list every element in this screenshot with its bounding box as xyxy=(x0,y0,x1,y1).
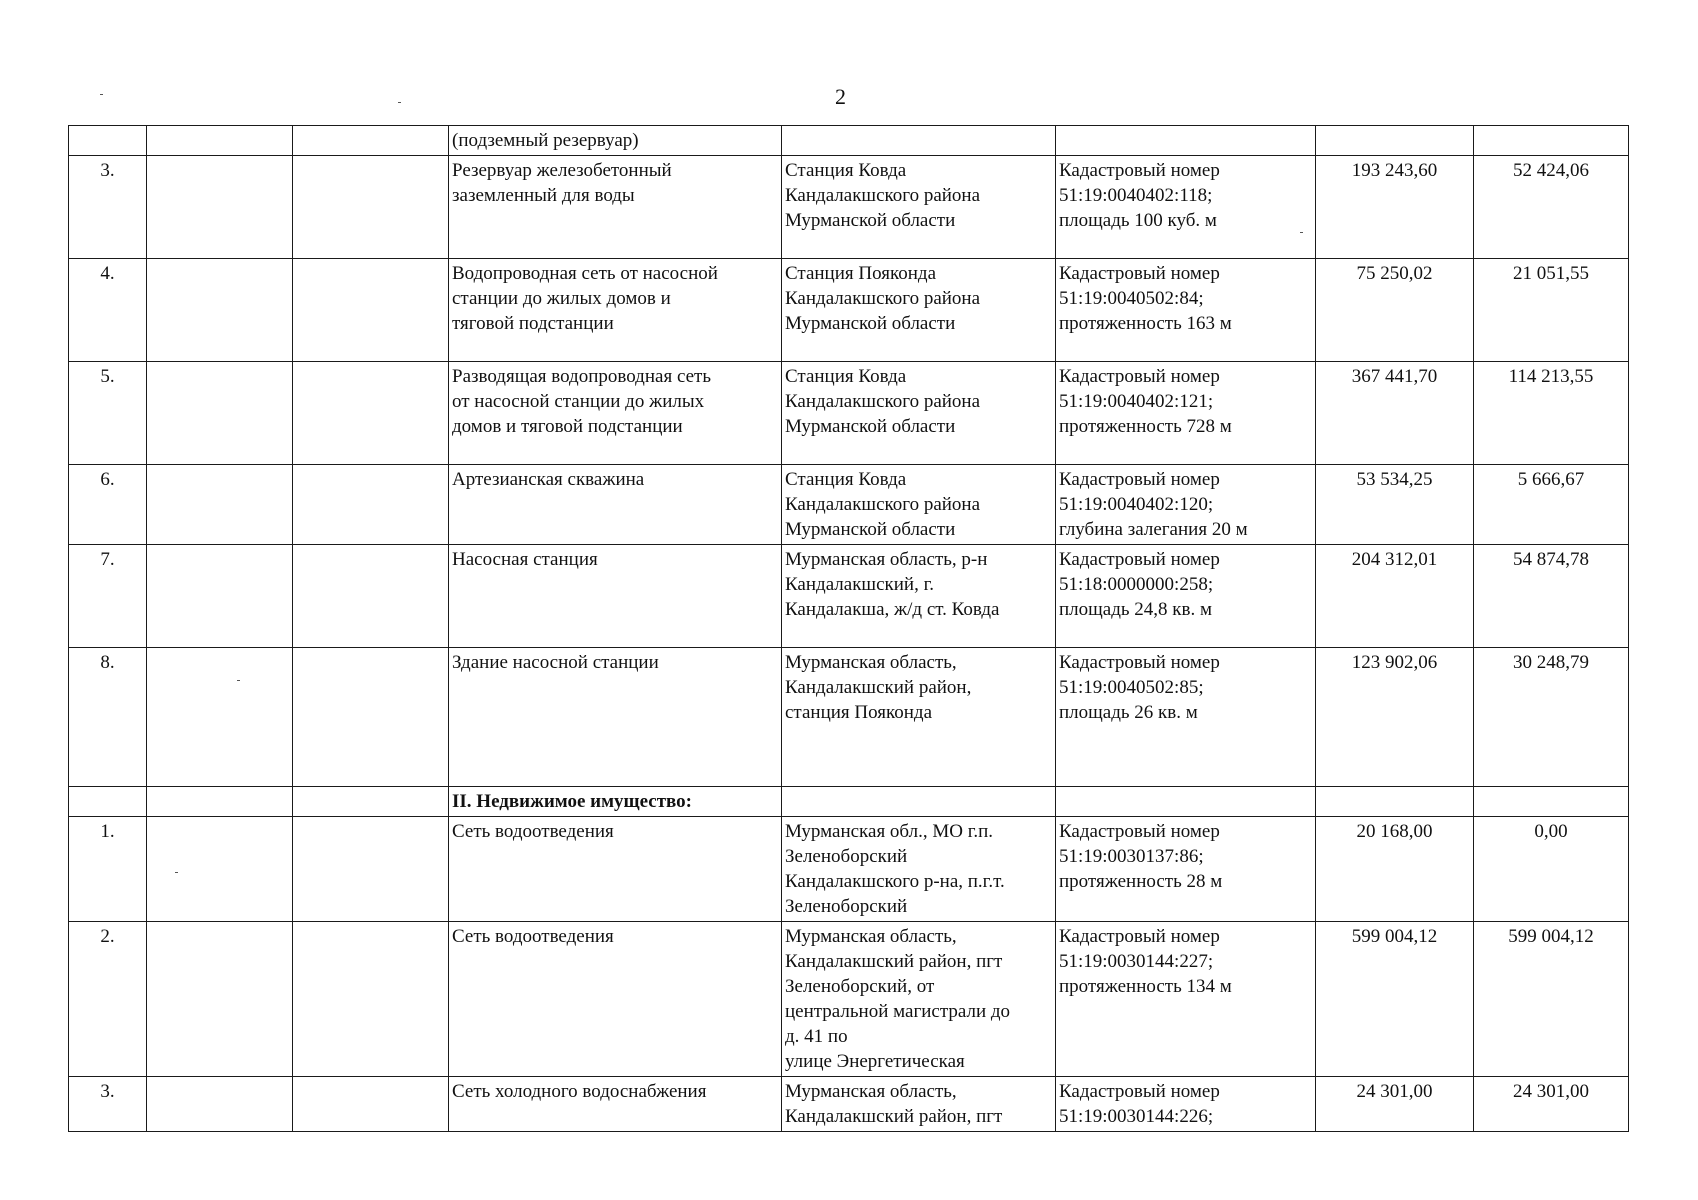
value-cell-1: 193 243,60 xyxy=(1316,156,1474,259)
row-number: 4. xyxy=(69,259,147,362)
object-name: Здание насосной станции xyxy=(449,648,782,787)
object-location: Станция Пояконда Кандалакшского района Мурманской области xyxy=(782,259,1056,362)
scan-speck xyxy=(1300,232,1303,233)
object-location: Мурманская область, р-н Кандалакшский, г. Кандалакша, ж/д ст. Ковда xyxy=(782,545,1056,648)
object-location: Мурманская область, Кандалакшский район, пгт xyxy=(782,1077,1056,1132)
value-cell-2: 54 874,78 xyxy=(1474,545,1629,648)
row-number: 2. xyxy=(69,922,147,1077)
page-number: 2 xyxy=(835,84,846,109)
object-name: Сеть водоотведения xyxy=(449,817,782,922)
empty-cell xyxy=(293,362,449,465)
property-table xyxy=(68,125,1629,1132)
scan-speck xyxy=(237,680,240,681)
object-name: Артезианская скважина xyxy=(449,465,782,545)
empty-cell xyxy=(147,156,293,259)
scan-speck xyxy=(398,102,401,103)
value-cell-2: 52 424,06 xyxy=(1474,156,1629,259)
value-cell-1 xyxy=(1316,126,1474,156)
value-cell-2: 24 301,00 xyxy=(1474,1077,1629,1132)
scan-speck xyxy=(100,94,103,95)
object-name: Резервуар железобетонный заземленный для воды xyxy=(449,156,782,259)
scan-speck xyxy=(175,872,178,873)
row-number: 6. xyxy=(69,465,147,545)
value-cell-1 xyxy=(1316,787,1474,817)
value-cell-2: 114 213,55 xyxy=(1474,362,1629,465)
object-location: Мурманская обл., МО г.п. Зеленоборский Кандалакшского р-на, п.г.т. Зеленоборский xyxy=(782,817,1056,922)
row-number xyxy=(69,126,147,156)
empty-cell xyxy=(293,817,449,922)
object-name: Водопроводная сеть от насосной станции до жилых домов и тяговой подстанции xyxy=(449,259,782,362)
object-name: Сеть холодного водоснабжения xyxy=(449,1077,782,1132)
object-location: Мурманская область, Кандалакшский район, пгт Зеленоборский, от центральной магистрали до д. 41 по улице Энергетическая xyxy=(782,922,1056,1077)
row-number: 5. xyxy=(69,362,147,465)
object-location: Мурманская область, Кандалакшский район, станция Пояконда xyxy=(782,648,1056,787)
table-row xyxy=(69,362,1629,465)
row-number: 7. xyxy=(69,545,147,648)
object-details: Кадастровый номер 51:19:0040502:84; протяженность 163 м xyxy=(1056,259,1316,362)
object-details: Кадастровый номер 51:19:0040502:85; площадь 26 кв. м xyxy=(1056,648,1316,787)
object-name: Насосная станция xyxy=(449,545,782,648)
section-heading: II. Недвижимое имущество: xyxy=(449,787,782,817)
empty-cell xyxy=(147,362,293,465)
row-number xyxy=(69,787,147,817)
object-details: Кадастровый номер 51:19:0040402:121; протяженность 728 м xyxy=(1056,362,1316,465)
empty-cell xyxy=(293,545,449,648)
value-cell-2: 0,00 xyxy=(1474,817,1629,922)
object-location xyxy=(782,126,1056,156)
table-row xyxy=(69,648,1629,787)
empty-cell xyxy=(147,545,293,648)
empty-cell xyxy=(147,465,293,545)
table-row xyxy=(69,1077,1629,1132)
object-location: Станция Ковда Кандалакшского района Мурманской области xyxy=(782,362,1056,465)
value-cell-2: 599 004,12 xyxy=(1474,922,1629,1077)
value-cell-1: 123 902,06 xyxy=(1316,648,1474,787)
value-cell-2: 30 248,79 xyxy=(1474,648,1629,787)
object-location xyxy=(782,787,1056,817)
value-cell-2 xyxy=(1474,787,1629,817)
empty-cell xyxy=(293,465,449,545)
object-name: Сеть водоотведения xyxy=(449,922,782,1077)
object-details xyxy=(1056,126,1316,156)
row-number: 1. xyxy=(69,817,147,922)
empty-cell xyxy=(293,156,449,259)
empty-cell xyxy=(293,648,449,787)
object-details xyxy=(1056,787,1316,817)
empty-cell xyxy=(293,922,449,1077)
table-row xyxy=(69,922,1629,1077)
value-cell-1: 53 534,25 xyxy=(1316,465,1474,545)
table-row xyxy=(69,156,1629,259)
empty-cell xyxy=(293,126,449,156)
table-row xyxy=(69,126,1629,156)
object-details: Кадастровый номер 51:19:0040402:118; площадь 100 куб. м xyxy=(1056,156,1316,259)
value-cell-2: 5 666,67 xyxy=(1474,465,1629,545)
value-cell-1: 204 312,01 xyxy=(1316,545,1474,648)
empty-cell xyxy=(293,259,449,362)
empty-cell xyxy=(147,787,293,817)
table-row xyxy=(69,817,1629,922)
table-row xyxy=(69,545,1629,648)
object-name: (подземный резервуар) xyxy=(449,126,782,156)
object-details: Кадастровый номер 51:19:0040402:120; глубина залегания 20 м xyxy=(1056,465,1316,545)
value-cell-2: 21 051,55 xyxy=(1474,259,1629,362)
value-cell-1: 20 168,00 xyxy=(1316,817,1474,922)
empty-cell xyxy=(147,817,293,922)
object-details: Кадастровый номер 51:19:0030144:226; xyxy=(1056,1077,1316,1132)
empty-cell xyxy=(147,126,293,156)
object-location: Станция Ковда Кандалакшского района Мурманской области xyxy=(782,156,1056,259)
value-cell-1: 75 250,02 xyxy=(1316,259,1474,362)
object-details: Кадастровый номер 51:19:0030144:227; протяженность 134 м xyxy=(1056,922,1316,1077)
row-number: 3. xyxy=(69,1077,147,1132)
row-number: 8. xyxy=(69,648,147,787)
empty-cell xyxy=(293,787,449,817)
value-cell-1: 367 441,70 xyxy=(1316,362,1474,465)
object-details: Кадастровый номер 51:18:0000000:258; площадь 24,8 кв. м xyxy=(1056,545,1316,648)
empty-cell xyxy=(147,648,293,787)
value-cell-1: 24 301,00 xyxy=(1316,1077,1474,1132)
value-cell-1: 599 004,12 xyxy=(1316,922,1474,1077)
object-name: Разводящая водопроводная сеть от насосной станции до жилых домов и тяговой подстанции xyxy=(449,362,782,465)
value-cell-2 xyxy=(1474,126,1629,156)
table-row xyxy=(69,465,1629,545)
object-location: Станция Ковда Кандалакшского района Мурманской области xyxy=(782,465,1056,545)
object-details: Кадастровый номер 51:19:0030137:86; протяженность 28 м xyxy=(1056,817,1316,922)
empty-cell xyxy=(147,259,293,362)
empty-cell xyxy=(293,1077,449,1132)
row-number: 3. xyxy=(69,156,147,259)
table-row xyxy=(69,787,1629,817)
table-row xyxy=(69,259,1629,362)
empty-cell xyxy=(147,1077,293,1132)
empty-cell xyxy=(147,922,293,1077)
